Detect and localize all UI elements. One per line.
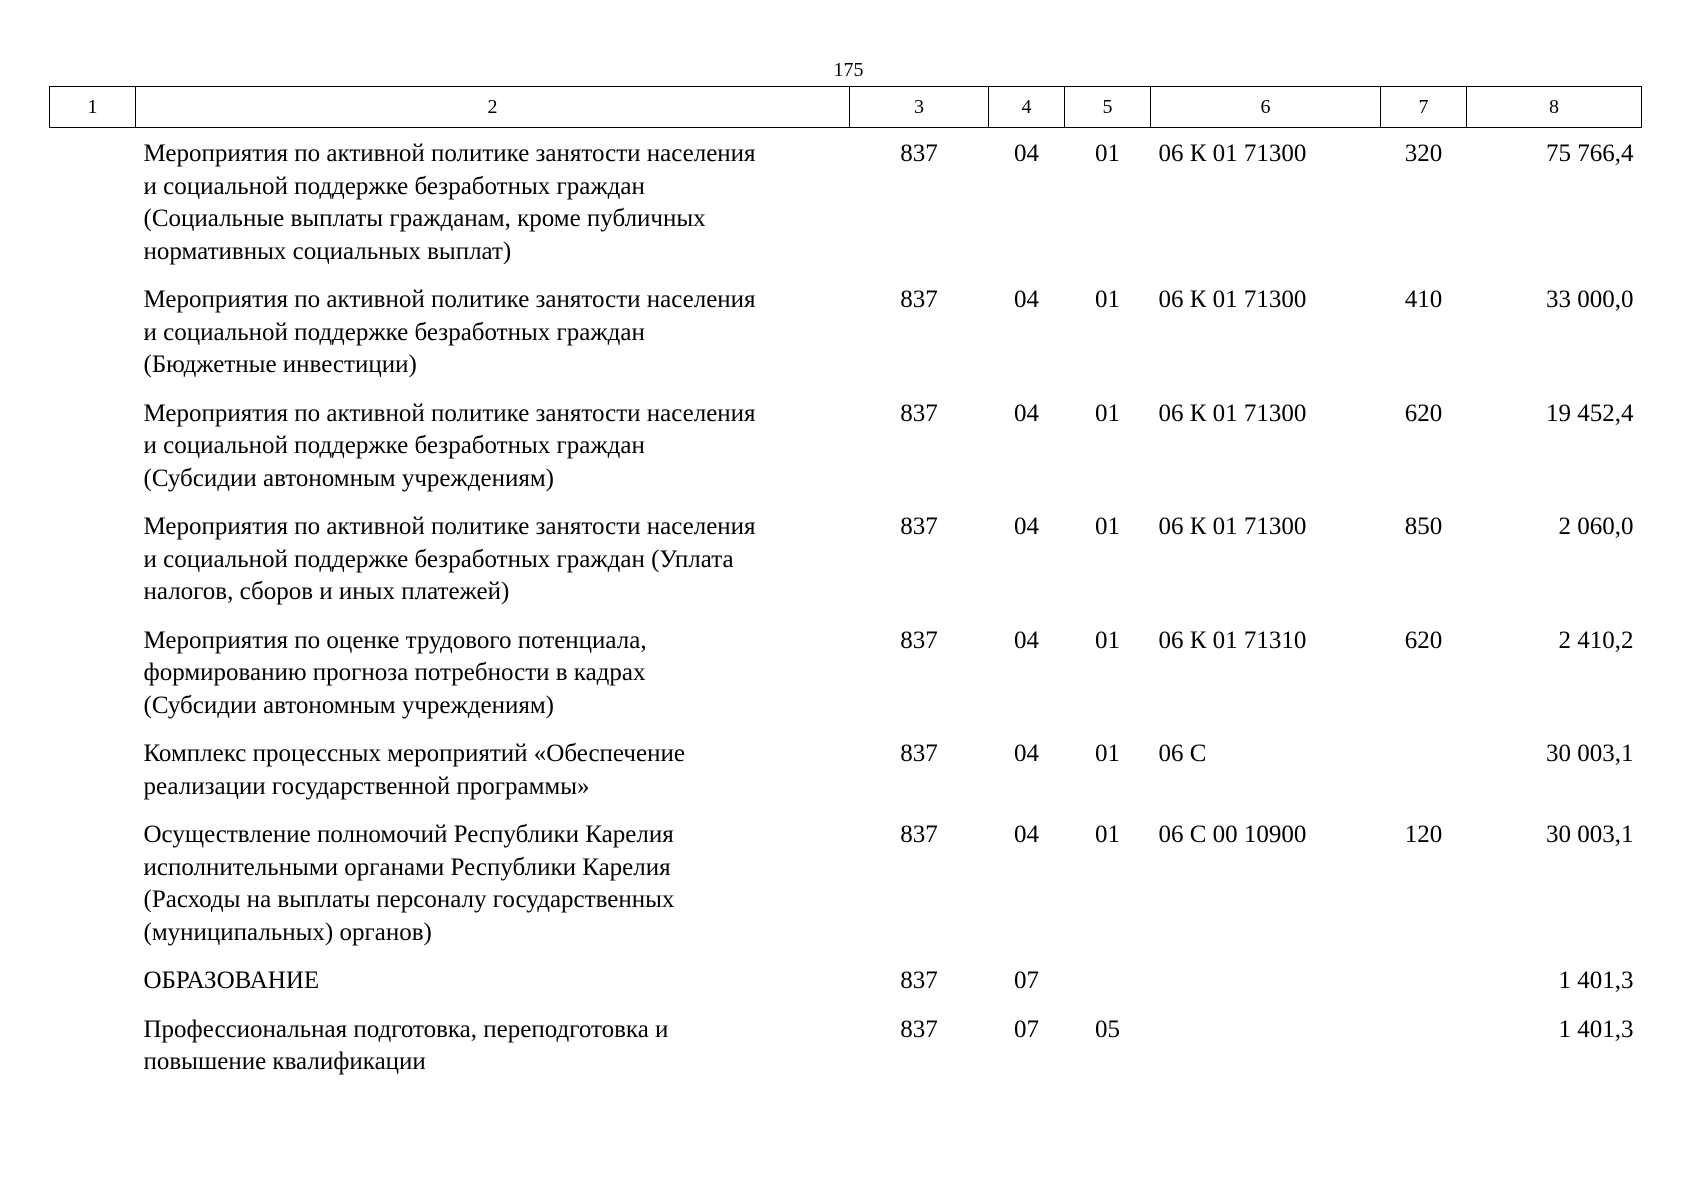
table-row	[50, 128, 1642, 285]
ministry-code-cell: 837	[900, 399, 938, 427]
ministry-code-cell: 837	[900, 140, 938, 167]
subsection-code-cell: 01	[1095, 821, 1120, 848]
item-name-cell	[136, 1014, 850, 1095]
row-number-cell	[50, 284, 136, 398]
expense-type-cell: 850	[1404, 513, 1443, 540]
target-article-cell: 06 К 01 71310	[1158, 626, 1307, 654]
expense-type-cell: 620	[1404, 626, 1443, 654]
header-col-6: 6	[1151, 87, 1381, 128]
section-code-cell: 04	[1014, 821, 1039, 848]
ministry-code-cell: 837	[900, 286, 938, 313]
header-col-4: 4	[989, 87, 1065, 128]
subsection-code-cell: 01	[1095, 740, 1120, 767]
row-number-cell	[50, 1014, 136, 1095]
amount-cell: 30 003,1	[1546, 740, 1634, 767]
item-name-line: и социальной поддержке безработных граждан	[143, 172, 645, 200]
item-name-line: Мероприятия по активной политике занятости населения	[143, 286, 756, 313]
target-article-cell: 06 К 01 71300	[1158, 399, 1307, 427]
page-number: 175	[833, 59, 864, 81]
item-name-cell	[136, 128, 850, 285]
item-name-line: и социальной поддержке безработных граждан	[143, 432, 645, 459]
amount-cell: 2 410,2	[1558, 626, 1634, 654]
expense-type-cell	[1381, 965, 1467, 1014]
item-name-line: и социальной поддержке безработных граждан	[143, 318, 645, 346]
item-name-line: нормативных социальных выплат)	[143, 237, 512, 265]
target-article-cell	[1151, 1014, 1381, 1095]
item-name-cell	[136, 398, 850, 512]
item-name-line: реализации государственной программы»	[143, 772, 590, 800]
expense-type-cell: 410	[1404, 286, 1443, 313]
subsection-code-cell: 01	[1095, 399, 1120, 427]
subsection-code-cell: 01	[1095, 286, 1120, 313]
header-col-2: 2	[136, 87, 850, 128]
ministry-code-cell: 837	[900, 513, 938, 540]
section-code-cell: 04	[1014, 399, 1039, 427]
amount-cell: 75 766,4	[1546, 140, 1634, 167]
subsection-code-cell: 01	[1095, 140, 1120, 167]
item-name-line: и социальной поддержке безработных граждан (Уплата	[143, 545, 734, 573]
target-article-cell: 06 К 01 71300	[1158, 513, 1307, 540]
table-row	[50, 738, 1642, 819]
item-name-line: формированию прогноза потребности в кадрах	[143, 659, 646, 686]
section-code-cell: 07	[1014, 1015, 1039, 1043]
item-name-line: (Бюджетные инвестиции)	[143, 351, 417, 378]
budget-table	[49, 86, 1642, 1095]
subsection-code-cell	[1065, 965, 1151, 1014]
item-name-line: повышение квалификации	[143, 1048, 426, 1075]
ministry-code-cell: 837	[900, 1015, 938, 1043]
section-code-cell: 04	[1014, 626, 1039, 654]
target-article-cell: 06 С	[1158, 740, 1207, 767]
table-body	[50, 128, 1642, 1095]
item-name-line: (Субсидии автономным учреждениям)	[143, 691, 554, 719]
item-name-line: (муниципальных) органов)	[143, 918, 432, 946]
header-col-1: 1	[50, 87, 136, 128]
subsection-code-cell: 01	[1095, 626, 1120, 654]
item-name-line: Комплекс процессных мероприятий «Обеспечение	[143, 740, 685, 767]
expense-type-cell	[1381, 738, 1467, 819]
item-name-line: (Социальные выплаты гражданам, кроме публичных	[143, 205, 706, 232]
header-col-8: 8	[1467, 87, 1642, 128]
section-code-cell: 07	[1014, 967, 1039, 994]
target-article-cell: 06 К 01 71300	[1158, 140, 1307, 167]
subsection-code-cell: 01	[1095, 513, 1120, 540]
target-article-cell: 06 С 00 10900	[1158, 821, 1307, 848]
item-name-line: Мероприятия по активной политике занятости населения	[143, 399, 756, 427]
table-row	[50, 625, 1642, 739]
expense-type-cell: 320	[1404, 140, 1443, 167]
amount-cell: 2 060,0	[1558, 513, 1634, 540]
item-name-line: ОБРАЗОВАНИЕ	[143, 967, 320, 994]
expense-type-cell	[1381, 1014, 1467, 1095]
table-row	[50, 819, 1642, 965]
amount-cell: 1 401,3	[1558, 967, 1634, 994]
item-name-line: Мероприятия по активной политике занятости населения	[143, 513, 756, 540]
ministry-code-cell: 837	[900, 967, 938, 994]
target-article-cell	[1151, 965, 1381, 1014]
ministry-code-cell: 837	[900, 626, 938, 654]
table-row	[50, 965, 1642, 1014]
item-name-line: (Субсидии автономным учреждениям)	[143, 464, 554, 492]
item-name-cell	[136, 738, 850, 819]
item-name-cell	[136, 965, 850, 1014]
amount-cell: 19 452,4	[1546, 399, 1634, 427]
row-number-cell	[50, 511, 136, 625]
item-name-line: исполнительными органами Республики Карелия	[143, 853, 671, 881]
section-code-cell: 04	[1014, 740, 1039, 767]
row-number-cell	[50, 625, 136, 739]
item-name-cell	[136, 625, 850, 739]
ministry-code-cell: 837	[900, 740, 938, 767]
expense-type-cell: 120	[1404, 821, 1443, 848]
table-row	[50, 1014, 1642, 1095]
item-name-line: налогов, сборов и иных платежей)	[143, 578, 510, 605]
ministry-code-cell: 837	[900, 821, 938, 848]
header-row	[50, 87, 1642, 128]
item-name-cell	[136, 511, 850, 625]
item-name-line: Мероприятия по оценке трудового потенциала,	[143, 626, 647, 654]
amount-cell: 1 401,3	[1558, 1015, 1634, 1043]
item-name-cell	[136, 819, 850, 965]
row-number-cell	[50, 965, 136, 1014]
section-code-cell: 04	[1014, 513, 1039, 540]
item-name-line: Осуществление полномочий Республики Карелия	[143, 821, 674, 848]
row-number-cell	[50, 398, 136, 512]
expense-type-cell: 620	[1404, 399, 1443, 427]
header-col-5: 5	[1065, 87, 1151, 128]
item-name-line: (Расходы на выплаты персоналу государственных	[143, 886, 675, 913]
item-name-line: Профессиональная подготовка, переподготовка и	[143, 1015, 669, 1043]
item-name-cell	[136, 284, 850, 398]
header-col-7: 7	[1381, 87, 1467, 128]
row-number-cell	[50, 738, 136, 819]
table-row	[50, 284, 1642, 398]
section-code-cell: 04	[1014, 140, 1039, 167]
amount-cell: 33 000,0	[1546, 286, 1634, 313]
row-number-cell	[50, 128, 136, 285]
item-name-line: Мероприятия по активной политике занятости населения	[143, 140, 756, 167]
header-col-3: 3	[850, 87, 989, 128]
row-number-cell	[50, 819, 136, 965]
table-row	[50, 398, 1642, 512]
amount-cell: 30 003,1	[1546, 821, 1634, 848]
table-row	[50, 511, 1642, 625]
subsection-code-cell: 05	[1095, 1015, 1120, 1043]
section-code-cell: 04	[1014, 286, 1039, 313]
target-article-cell: 06 К 01 71300	[1158, 286, 1307, 313]
